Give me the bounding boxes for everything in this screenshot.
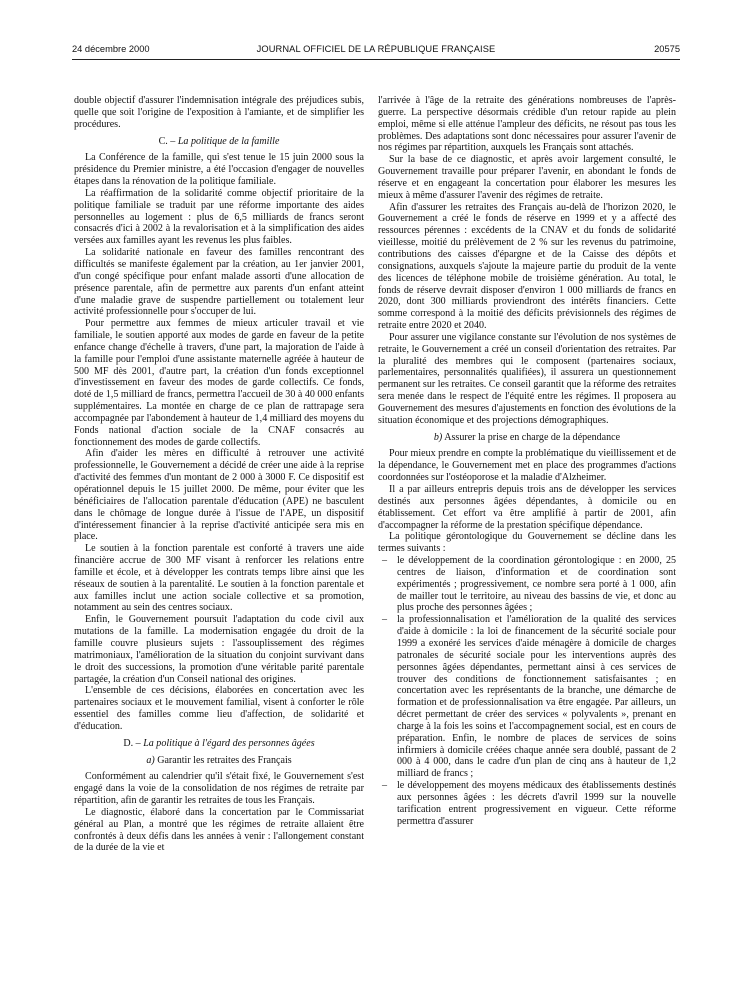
paragraph: Enfin, le Gouvernement poursuit l'adaptation du code civil aux mutations de la famille. La modernisation engagée du droit de la famille couvre plusieurs sujets : l'assouplissement des régimes matrimoniaux, l'amélioration de la situation du conjoint survivant dans le droit des successions, la promotion d'une véritable parité parentale partagée, la création d'un Conseil national des origines. <box>74 614 364 685</box>
header-date: 24 décembre 2000 <box>72 44 150 54</box>
subsection-heading-b <box>378 432 676 444</box>
paragraph: l'arrivée à l'âge de la retraite des générations nombreuses de l'après-guerre. La perspective désormais crédible d'un retour rapide au plein emploi, même si elle atténue l'ampleur des déficits, ne résout pas tous les problèmes. Des adaptations sont donc nécessaires pour assurer l'avenir de nos régimes par répartition, auxquels les Français sont attachés. <box>378 95 676 154</box>
section-heading-c <box>74 136 364 148</box>
section-title: La politique de la famille <box>177 135 280 147</box>
paragraph: La politique gérontologique du Gouvernement se décline dans les termes suivants : <box>378 531 676 555</box>
subsection-title: Assurer la prise en charge de la dépendance <box>444 431 621 443</box>
paragraph: double objectif d'assurer l'indemnisation intégrale des préjudices subis, quelle que soit l'origine de l'exposition à l'amiante, et de simplifier les procédures. <box>74 95 364 130</box>
paragraph: Le diagnostic, élaboré dans la concertation par le Commissariat général au Plan, a montré que les régimes de retraite allaient être confrontés à deux défis dans les années à venir : l'allongement constant de la durée de la vie et <box>74 806 364 854</box>
measures-list <box>378 555 676 827</box>
subsection-heading-a <box>74 755 364 767</box>
section-number: C. – <box>158 135 176 147</box>
section-title: La politique à l'égard des personnes âgées <box>143 737 315 749</box>
subsection-letter: a) <box>146 754 155 766</box>
list-item: – le développement des moyens médicaux des établissements destinés aux personnes âgées : les décrets d'avril 1999 sur la nouvelle tarification entrent progressivement en vigueur. Cette réforme permettra d'assurer <box>378 780 676 827</box>
paragraph: Pour permettre aux femmes de mieux articuler travail et vie familiale, le soutien apporté aux modes de garde en faveur de la petite enfance change d'échelle à travers, d'une part, la majoration de l'aide à la famille pour l'emploi d'une assistante maternelle agréée à hauteur de 500 MF dès 2001, d'autre part, la création d'un fonds exceptionnel d'investissement en faveur des modes de garde collectifs. Ce fonds, doté de 1,5 milliard de francs, permettra l'accueil de 30 à 40 000 enfants supplémentaires. La montée en charge de ce plan de rattrapage sera accompagnée par l'abondement à hauteur de 1,4 milliard des moyens du Fonds national d'action sociale de la CNAF consacrés au fonctionnement des modes de garde collectifs. <box>74 318 364 448</box>
section-heading-d <box>74 738 364 750</box>
paragraph: Pour assurer une vigilance constante sur l'évolution de nos systèmes de retraite, le Gouvernement a créé un conseil d'orientation des retraites. Par la pluralité des membres qui le composent (partenaires sociaux, parlementaires, personnalités qualifiées), il assurera un questionnement permanent sur les retraites. Ce conseil garantit que la réforme des retraites sera menée dans le respect de l'équité entre les régimes. Il proposera au Gouvernement des mesures d'ajustements en fonction des évolutions de la situation économique et des projections démographiques. <box>378 331 676 426</box>
list-item: – le développement de la coordination gérontologique : en 2000, 25 centres de liaison, d'information et de coordination sont expérimentés ; progressivement, ce nombre sera porté à 1 000, afin de mailler tout le territoire, au niveau des bassins de vie, et donc au plus proche des personnes âgées ; <box>378 555 676 614</box>
paragraph: Conformément au calendrier qu'il s'était fixé, le Gouvernement s'est engagé dans la voie de la consolidation de nos régimes de retraite par répartition, afin de garantir les retraites de tous les Français. <box>74 771 364 807</box>
paragraph: La solidarité nationale en faveur des familles rencontrant des difficultés se manifeste également par la création, au 1er janvier 2001, d'un congé spécifique pour enfant malade assorti d'une allocation de présence parentale, afin de permettre aux parents d'un enfant atteint d'une maladie grave de suspendre partiellement ou totalement leur activité professionnelle pour s'occuper de lui. <box>74 247 364 318</box>
paragraph: La réaffirmation de la solidarité comme objectif prioritaire de la politique familiale se traduit par une réforme importante des aides personnelles au logement : plus de 6,5 milliards de francs seront consacrés d'ici à 2002 à la revalorisation et à la simplification des aides versées aux familles ayant les revenus les plus faibles. <box>74 187 364 247</box>
page-header <box>72 44 680 58</box>
header-rule <box>72 59 680 60</box>
paragraph: Afin d'aider les mères en difficulté à retrouver une activité professionnelle, le Gouvernement a décidé de créer une aide à la reprise d'activité des femmes d'un montant de 2 000 à 3000 F. Ce dispositif est opérationnel depuis le 15 juillet 2000. De même, pour éviter que les bénéficiaires de l'allocation parentale d'éducation (APE) ne basculent dans le chômage de longue durée à l'issue de l'APE, un dispositif d'intéressement financier à la reprise d'activité anticipée sera mis en place. <box>74 448 364 543</box>
paragraph: Sur la base de ce diagnostic, et après avoir largement consulté, le Gouvernement travaille pour préparer l'avenir, en abondant le fonds de réserve et en engageant la concertation pour élaborer les mesures les mieux à même d'assurer l'avenir des régimes de retraite. <box>378 154 676 201</box>
paragraph: Afin d'assurer les retraites des Français au-delà de l'horizon 2020, le Gouvernement a créé le fonds de réserve en 1999 et y a affecté des ressources pérennes : excédents de la CNAV et du fonds de solidarité vieillesse, moitié du prélèvement de 2 % sur les revenus du patrimoine, contributions des caisses d'épargne et de la Caisse des dépôts et consignations, auxquels s'ajoute la majeure partie du produit de la vente des licences de téléphone mobile de troisième génération. Au total, le fonds de réserve devrait disposer d'environ 1 000 milliards de francs en 2020, dont 300 milliards proviendront des intérêts financiers. Cette somme correspond à la moitié des déficits prévisionnels des régimes de retraite entre 2020 et 2040. <box>378 201 676 332</box>
list-item: – la professionnalisation et l'amélioration de la qualité des services d'aide à domicile : la loi de financement de la sécurité sociale pour 1999 a exonéré les services d'aide ménagère à domicile de charges patronales de sécurité sociale pour les interventions auprès des personnes âgées dépendantes, permettant ainsi à ces services de trouver des conditions de fonctionnement satisfaisantes ; en concertation avec les représentants de la branche, une démarche de formation et de professionnalisation va être engagée. Par ailleurs, un décret permettant de créer des services « polyvalents », prenant en charge à la fois les soins et l'accompagnement social, est en cours de préparation. Enfin, le nombre de places de services de soins infirmiers à domicile créées chaque année sera doublé, passant de 2 000 à 4 000, dans le cadre d'un plan de cinq ans à hauteur de 1,2 milliard de francs ; <box>378 614 676 780</box>
paragraph: L'ensemble de ces décisions, élaborées en concertation avec les partenaires sociaux et le mouvement familial, visent à conforter le rôle essentiel des familles comme lieu d'affection, de solidarité et d'éducation. <box>74 685 364 732</box>
journal-title: JOURNAL OFFICIEL DE LA RÉPUBLIQUE FRANÇAISE <box>256 44 496 54</box>
right-column <box>378 95 676 827</box>
left-column <box>74 95 364 854</box>
page-number: 20575 <box>654 44 680 54</box>
subsection-title: Garantir les retraites des Français <box>157 754 292 766</box>
paragraph: La Conférence de la famille, qui s'est tenue le 15 juin 2000 sous la présidence du Premier ministre, a été l'occasion d'engager de nouvelles étapes dans la rénovation de la politique familiale. <box>74 152 364 188</box>
section-number: D. – <box>123 737 141 749</box>
paragraph: Il a par ailleurs entrepris depuis trois ans de développer les services destinés aux personnes âgées dépendantes, à domicile ou en établissement. Cet effort va être amplifié à partir de 2001, afin d'accompagner la réforme de la prestation spécifique dépendance. <box>378 484 676 531</box>
paragraph: Le soutien à la fonction parentale est conforté à travers une aide financière accrue de 300 MF visant à renforcer les relations entre famille et école, et à développer les contrats temps libre ainsi que les réseaux de soutien à la parentalité. Le soutien à la fonction parentale et aux familles inclut une action sociale collective et sa promotion, notamment au sein des centres sociaux. <box>74 543 364 614</box>
subsection-letter: b) <box>433 431 443 443</box>
paragraph: Pour mieux prendre en compte la problématique du vieillissement et de la dépendance, le Gouvernement met en place des programmes d'actions coordonnées sur l'ostéoporose et la maladie d'Alzheimer. <box>378 448 676 484</box>
